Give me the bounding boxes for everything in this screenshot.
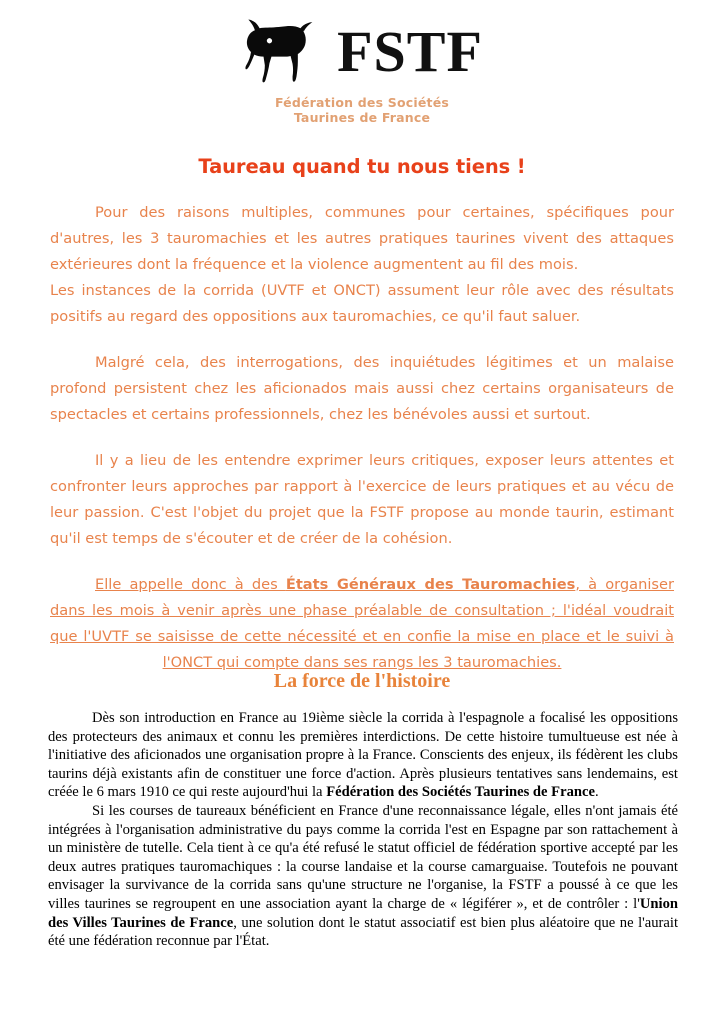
call-part-2: , à organiser dans les mois à venir après une phase préalable de consultation ; l'idéal voudrait que l'UVTF se saisisse de cette nécessité et en confie la mise en place et le suivi à l'ONCT qui compte dans ses rangs les 3 tauromachies. <box>50 576 675 671</box>
call-part-1: Elle appelle donc à des <box>95 576 286 593</box>
history-section-heading: La force de l'histoire <box>273 670 451 692</box>
intro-paragraph-2: Malgré cela, des interrogations, des inquiétudes légitimes et un malaise profond persistent chez les aficionados mais aussi chez certains organisateurs de spectacles et certains professionnels, chez les bénévoles aussi et surtout. <box>50 354 674 423</box>
logo-row <box>0 14 724 90</box>
intro-paragraph-1b: Les instances de la corrida (UVTF et ONCT) assument leur rôle avec des résultats positifs au regard des oppositions aux tauromachies, ce qu'il faut saluer. <box>50 282 674 325</box>
history-p2-part-1: Si les courses de taureaux bénéficient en France d'une reconnaissance légale, elles n'ont jamais été intégrées à l'organisation administrative du pays comme la corrida l'est en Espagne par son rattachement à un ministère de tutelle. Cela tient à ce qu'a été refusé le statut officiel de fédération sportive accepté par les deux autres pratiques tauromachiques : la course landaise et la course camarguaise. Toutefois ne pouvant envisager la survivance de la corrida sans qu'une structure ne l'organise, la FSTF a poussé à ce que les villes taurines se regroupent en une association ayant la charge de « légiférer », et de contrôler : l' <box>48 802 678 912</box>
history-paragraph-1 <box>48 709 678 802</box>
history-p2-part-2: , une solution dont le statut associatif est bien plus aléatoire que ne l'aurait été une fédération reconnue par l'État. <box>48 914 678 950</box>
intro-section <box>50 200 674 676</box>
call-bold-phrase: États Généraux des Tauromachies <box>285 576 576 593</box>
intro-paragraph-1a: Pour des raisons multiples, communes pour certaines, spécifiques pour d'autres, les 3 tauromachies et les autres pratiques taurines vivent des attaques extérieures dont la fréquence et la violence augmentent au fil des mois. <box>50 204 674 273</box>
history-paragraph-2 <box>48 802 678 951</box>
history-p1-bold: Fédération des Sociétés Taurines de France <box>326 784 595 801</box>
logo-subtitle-line-1: Fédération des Sociétés <box>274 95 450 110</box>
history-p1-part-1: Dès son introduction en France au 19ième siècle la corrida à l'espagnole a focalisé les oppositions des protecteurs des animaux et connu les premières interdictions. De cette histoire tumultueuse est née à l'initiative des aficionados une organisation propre à la France. Conscients des enjeux, ils fédèrent les clubs taurins déjà existants afin de constituer une force d'action. Après plusieurs tentatives sans lendemains, est créée le 6 mars 1910 ce qui reste aujourd'hui la <box>48 710 678 801</box>
call-to-action-paragraph <box>50 572 674 676</box>
document-title: Taureau quand tu nous tiens ! <box>198 155 526 178</box>
intro-paragraph-3: Il y a lieu de les entendre exprimer leurs critiques, exposer leurs attentes et confronter leurs approches par rapport à l'exercice de leurs pratiques et au vécu de leur passion. C'est l'objet du projet que la FSTF propose au monde taurin, estimant qu'il est temps de s'écouter et de créer de la cohésion. <box>50 452 674 547</box>
history-p2-bold: Union des Villes Taurines de France <box>48 895 678 931</box>
fstf-wordmark: FSTF <box>337 19 483 84</box>
bull-silhouette-icon <box>241 19 323 85</box>
fstf-logo-header <box>0 14 724 125</box>
call-to-action-text <box>50 572 674 676</box>
logo-subtitle <box>0 95 724 125</box>
history-section <box>48 709 678 951</box>
history-p1-part-2: . <box>594 784 599 801</box>
logo-subtitle-line-2: Taurines de France <box>293 110 431 125</box>
intro-paragraph-1 <box>50 200 674 278</box>
